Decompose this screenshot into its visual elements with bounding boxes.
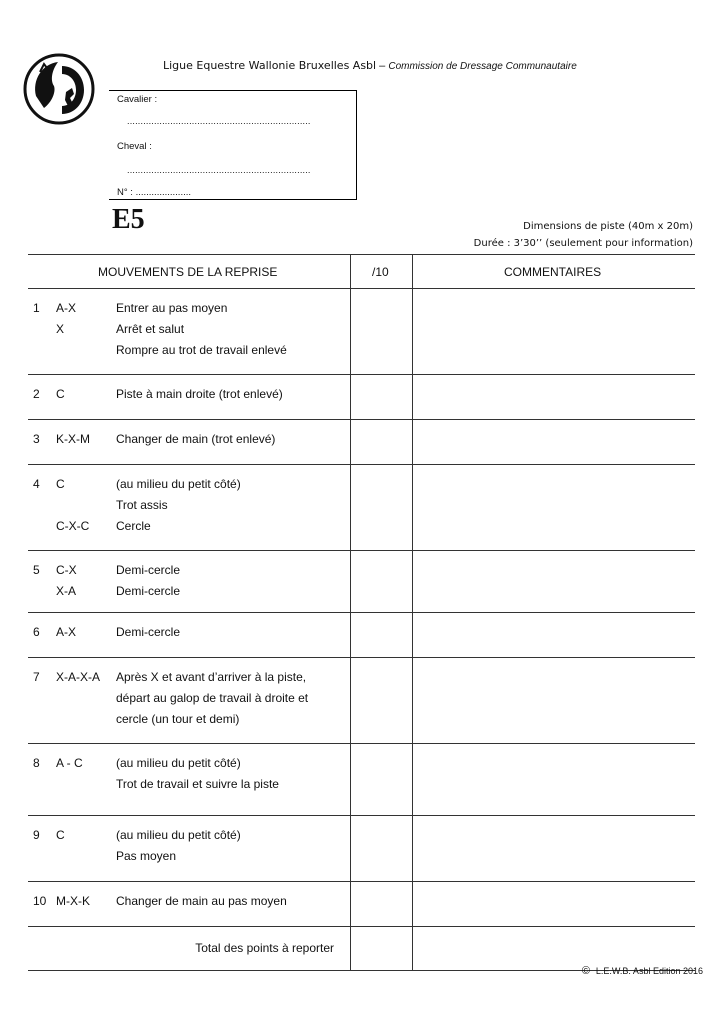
movement-row: [28, 882, 695, 927]
comment-cell[interactable]: [413, 744, 695, 815]
comment-cell[interactable]: [413, 658, 695, 743]
movement-number: 6: [33, 625, 40, 639]
movement-description: Rompre au trot de travail enlevé: [116, 343, 287, 357]
movement-row: [28, 289, 695, 375]
score-cell[interactable]: [351, 744, 412, 815]
movement-description: Arrêt et salut: [116, 322, 185, 336]
movement-number: 5: [33, 563, 40, 577]
movement-number: 8: [33, 756, 40, 770]
movement-row: [28, 613, 695, 658]
comment-cell[interactable]: [413, 882, 695, 926]
movement-letters: A-X: [56, 625, 77, 639]
rider-field[interactable]: ....................................................................: [127, 116, 311, 126]
identification-box: [109, 90, 357, 200]
movement-letters: C: [56, 387, 65, 401]
header-comments: COMMENTAIRES: [504, 265, 602, 279]
movement-row: [28, 375, 695, 420]
movement-description: Trot de travail et suivre la piste: [116, 777, 279, 791]
movement-description: Cercle: [116, 519, 151, 533]
movement-number: 10: [33, 894, 47, 908]
comment-cell[interactable]: [413, 289, 695, 374]
movement-row: [28, 420, 695, 465]
movement-description: (au milieu du petit côté): [116, 477, 241, 491]
commission-name: Commission de Dressage Communautaire: [388, 61, 577, 72]
movement-letters: K-X-M: [56, 432, 90, 446]
header-separator: –: [379, 60, 386, 72]
movement-letters: M-X-K: [56, 894, 90, 908]
comment-cell[interactable]: [413, 420, 695, 464]
score-cell[interactable]: [351, 613, 412, 657]
movement-description: Piste à main droite (trot enlevé): [116, 387, 283, 401]
movement-description: cercle (un tour et demi): [116, 712, 240, 726]
movement-description: départ au galop de travail à droite et: [116, 691, 309, 705]
table-header: [28, 254, 695, 289]
test-code: E5: [112, 204, 145, 235]
movement-row: [28, 551, 695, 613]
comment-cell[interactable]: [413, 551, 695, 612]
movement-row: [28, 658, 695, 744]
header-movements: MOUVEMENTS DE LA REPRISE: [98, 265, 278, 279]
movement-description: Trot assis: [116, 498, 168, 512]
copyright-symbol: ©: [581, 965, 590, 977]
score-cell[interactable]: [351, 289, 412, 374]
comment-cell[interactable]: [413, 465, 695, 550]
score-cell[interactable]: [351, 465, 412, 550]
comment-cell[interactable]: [413, 375, 695, 419]
movement-letters: A-X: [56, 301, 77, 315]
movement-description: Après X et avant d’arriver à la piste,: [116, 670, 307, 684]
score-cell[interactable]: [351, 375, 412, 419]
horse-field[interactable]: ....................................................................: [127, 165, 311, 175]
movement-description: Demi-cercle: [116, 563, 181, 577]
movement-row: [28, 465, 695, 551]
movement-letters: X-A-X-A: [56, 670, 101, 684]
movement-letters: C-X: [56, 563, 77, 577]
movement-description: Entrer au pas moyen: [116, 301, 228, 315]
total-label: Total des points à reporter: [195, 941, 334, 955]
movement-description: Demi-cercle: [116, 625, 181, 639]
movement-number: 4: [33, 477, 40, 491]
header-score: /10: [372, 265, 389, 279]
movement-description: Changer de main au pas moyen: [116, 894, 287, 908]
movement-description: Demi-cercle: [116, 584, 181, 598]
lewb-logo: [22, 52, 96, 126]
movement-number: 7: [33, 670, 40, 684]
score-cell[interactable]: [351, 551, 412, 612]
movement-letters: C-X-C: [56, 519, 90, 533]
movement-letters: C: [56, 828, 65, 842]
comment-cell[interactable]: [413, 816, 695, 881]
footer: [582, 965, 703, 977]
movement-number: 2: [33, 387, 40, 401]
arena-dimensions: Dimensions de piste (40m x 20m): [523, 221, 693, 232]
score-cell[interactable]: [351, 816, 412, 881]
score-cell[interactable]: [351, 420, 412, 464]
movement-description: Changer de main (trot enlevé): [116, 432, 276, 446]
movement-number: 9: [33, 828, 40, 842]
movement-row: [28, 744, 695, 816]
movement-row: [28, 816, 695, 882]
edition-text: L.E.W.B. Asbl Edition 2016: [595, 966, 703, 976]
scoring-table: [28, 254, 695, 971]
movement-description: (au milieu du petit côté): [116, 828, 241, 842]
organization-header: [163, 59, 577, 72]
organization-name: Ligue Equestre Wallonie Bruxelles Asbl: [163, 59, 377, 72]
movement-letters: A - C: [56, 756, 83, 770]
score-cell[interactable]: [351, 658, 412, 743]
movement-number: 1: [33, 301, 40, 315]
test-info: [474, 218, 693, 252]
test-duration: Durée : 3’30’’ (seulement pour information): [473, 238, 693, 249]
movement-description: (au milieu du petit côté): [116, 756, 241, 770]
movement-number: 3: [33, 432, 40, 446]
rider-label: Cavalier :: [117, 94, 158, 105]
movement-letters: X-A: [56, 584, 77, 598]
number-field[interactable]: N° : .....................: [117, 187, 192, 198]
horse-label: Cheval :: [117, 141, 152, 152]
comment-cell[interactable]: [413, 613, 695, 657]
movement-description: Pas moyen: [116, 849, 177, 863]
movement-letters: C: [56, 477, 65, 491]
score-cell[interactable]: [351, 882, 412, 926]
movement-letters: X: [56, 322, 65, 336]
